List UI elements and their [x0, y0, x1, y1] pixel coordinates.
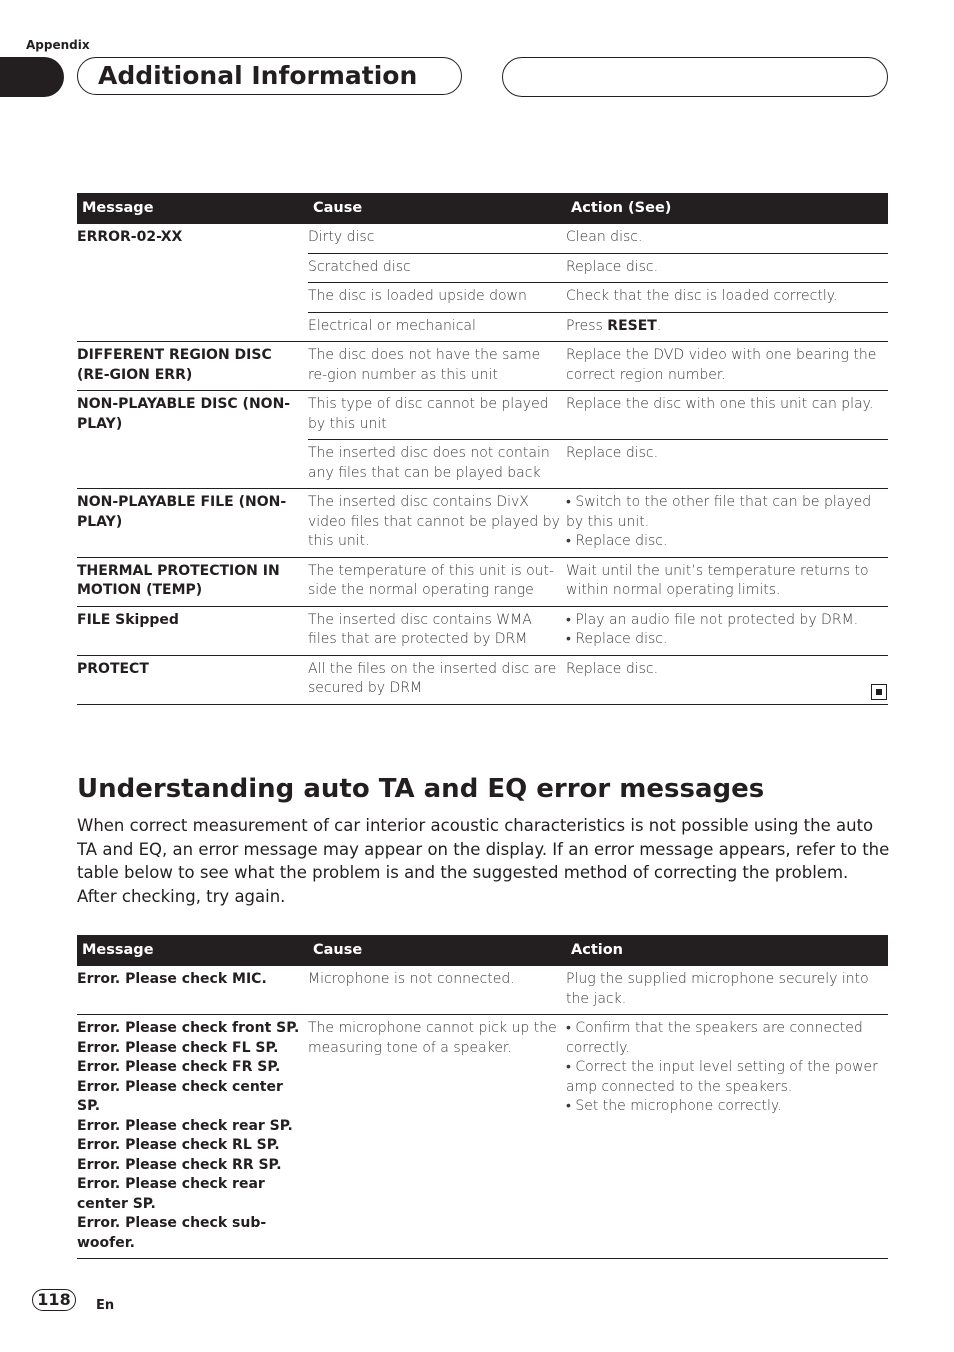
action-cell	[566, 312, 888, 342]
message-line: Error. Please check FR SP.	[77, 1059, 281, 1075]
cause-cell: Dirty disc	[308, 224, 566, 253]
table-row	[77, 342, 888, 391]
message-cell: NON-PLAYABLE DISC (NON-PLAY)	[77, 391, 308, 489]
action-bullet: • Confirm that the speakers are connected correctly.	[566, 1020, 863, 1056]
section-heading: Understanding auto TA and EQ error messages	[77, 774, 765, 804]
auto-ta-eq-error-table	[77, 935, 888, 1259]
message-cell: NON-PLAYABLE FILE (NON-PLAY)	[77, 489, 308, 558]
table-header-row	[77, 935, 888, 966]
action-cell: Clean disc.	[566, 224, 888, 253]
cause-cell: The inserted disc does not contain any files that can be played back	[308, 445, 550, 481]
cause-cell: The microphone cannot pick up the measuring tone of a speaker.	[308, 1015, 566, 1259]
page-number: 118	[32, 1289, 76, 1311]
column-header-cause: Cause	[308, 193, 566, 224]
cause-cell: This type of disc cannot be played by this unit	[308, 391, 566, 440]
action-cell	[566, 606, 888, 655]
action-cell: Plug the supplied microphone securely into the jack.	[566, 971, 869, 1007]
table-row	[77, 489, 888, 558]
message-line: Error. Please check FL SP.	[77, 1039, 279, 1056]
end-of-section-icon	[871, 684, 887, 700]
action-bullet: • Switch to the other file that can be played by this unit.	[566, 494, 872, 530]
message-line: Error. Please check sub-woofer.	[77, 1215, 267, 1251]
message-cell: FILE Skipped	[77, 606, 308, 655]
message-cell: DIFFERENT REGION DISC (RE-GION ERR)	[77, 342, 308, 391]
action-cell: Replace disc.	[566, 445, 659, 461]
column-header-action: Action (See)	[566, 193, 888, 224]
table-row	[77, 655, 888, 704]
message-line: Error. Please check RR SP.	[77, 1156, 282, 1173]
message-cell: ERROR-02-XX	[77, 229, 183, 245]
cause-cell: The temperature of this unit is out-side the normal operating range	[308, 557, 566, 606]
action-bullet: • Replace disc.	[566, 533, 668, 549]
action-cell: Wait until the unit’s temperature returns to within normal operating limits.	[566, 557, 888, 606]
action-cell	[566, 489, 888, 558]
action-text: .	[656, 317, 662, 334]
table-row	[77, 557, 888, 606]
cause-cell: The inserted disc contains WMA files that are protected by DRM	[308, 606, 566, 655]
chapter-tab-marker	[0, 57, 64, 97]
cause-cell: All the files on the inserted disc are secured by DRM	[308, 655, 566, 704]
table-row	[77, 606, 888, 655]
table-row	[77, 966, 888, 1015]
action-bullet: • Correct the input level setting of the power amp connected to the speakers.	[566, 1059, 878, 1095]
section-label: Appendix	[26, 38, 90, 52]
table-row	[77, 391, 888, 440]
message-cell: THERMAL PROTECTION IN MOTION (TEMP)	[77, 557, 308, 606]
column-header-action: Action	[566, 935, 888, 966]
message-cell: PROTECT	[77, 655, 308, 704]
error-message-table	[77, 193, 888, 705]
message-line: Error. Please check rear center SP.	[77, 1176, 265, 1212]
message-line: Error. Please check center SP.	[77, 1078, 283, 1114]
cause-cell: The disc does not have the same re-gion number as this unit	[308, 342, 566, 391]
table-row	[77, 224, 888, 253]
column-header-message: Message	[77, 935, 308, 966]
action-text: Press	[566, 317, 608, 334]
cause-cell: Microphone is not connected.	[308, 971, 515, 987]
column-header-cause: Cause	[308, 935, 566, 966]
cause-cell: Electrical or mechanical	[308, 317, 476, 334]
action-cell: Replace the disc with one this unit can play.	[566, 391, 888, 440]
column-header-message: Message	[77, 193, 308, 224]
action-bullet: • Set the microphone correctly.	[566, 1098, 782, 1114]
message-line: Error. Please check front SP.	[77, 1020, 300, 1036]
action-bullet: • Play an audio file not protected by DRM.	[566, 611, 859, 628]
language-code: En	[96, 1298, 115, 1313]
table-header-row	[77, 193, 888, 224]
action-cell: Replace disc.	[566, 253, 888, 283]
message-line: Error. Please check RL SP.	[77, 1137, 280, 1153]
message-cell	[77, 1015, 308, 1259]
action-cell: Replace disc.	[566, 655, 888, 704]
chapter-title: Additional Information	[77, 57, 462, 95]
table-row	[77, 1015, 888, 1259]
action-cell	[566, 1015, 888, 1259]
action-bullet: • Replace disc.	[566, 631, 668, 647]
action-cell: Check that the disc is loaded correctly.	[566, 283, 888, 313]
cause-cell: Scratched disc	[308, 253, 566, 283]
message-line: Error. Please check rear SP.	[77, 1117, 293, 1134]
cause-cell: The disc is loaded upside down	[308, 283, 566, 313]
cause-cell: The inserted disc contains DivX video files that cannot be played by this unit.	[308, 489, 566, 558]
action-cell: Replace the DVD video with one bearing the correct region number.	[566, 342, 888, 391]
intro-paragraph: When correct measurement of car interior acoustic characteristics is not possible using the auto TA and EQ, an error message may appear on the display. If an error message appears, refer to the table below to see what the problem is and the suggested method of correcting the problem. After checking, try again.	[77, 816, 890, 906]
reset-key-label: RESET	[607, 317, 657, 334]
chapter-title-blank-pill	[502, 57, 888, 97]
message-cell: Error. Please check MIC.	[77, 971, 267, 987]
